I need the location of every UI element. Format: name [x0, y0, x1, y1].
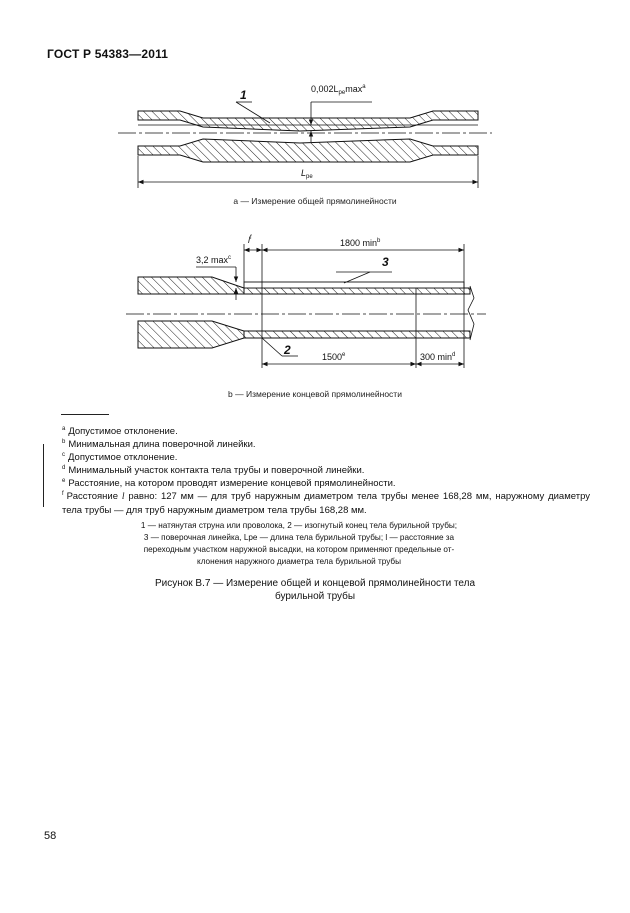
- callout-3: 3: [382, 255, 389, 269]
- footnote-a: $^a$ Допустимое отклонение.: [62, 426, 178, 437]
- footnote-f: $^f$ Расстояние l равно: 127 мм — для труб наружным диаметром тела трубы менее 168,28 мм, наружному диаметру тела трубы — для труб наружным диаметром тела трубы 168,28 мм.: [62, 491, 590, 516]
- straightedge: [244, 282, 464, 288]
- pipe-b-bottom-wall-body: [244, 331, 470, 338]
- pipe-a-top-wall: [138, 111, 478, 131]
- footnote-b: $^b$ Минимальная длина поверочной линейки.: [62, 439, 256, 450]
- callout-3-leader-diag: [344, 272, 370, 283]
- figure-title-line-2: бурильной трубы: [274, 591, 356, 602]
- dim-1800-label: 1800 $\min^b$: [340, 238, 381, 248]
- callout-2: 2: [284, 343, 291, 357]
- figure-title-line-1: Рисунок В.7 — Измерение общей и концевой прямолинейности тела: [154, 578, 476, 589]
- figure-title: [90, 577, 540, 603]
- figure-b-caption: b — Измерение концевой прямолинейности: [228, 389, 402, 399]
- pipe-b-top-wall: [138, 277, 244, 294]
- dim-l-label: $l^f$: [248, 235, 252, 245]
- figure-a-caption: a — Измерение общей прямолинейности: [233, 196, 397, 206]
- footnote-e: $^e$ Расстояние, на котором проводят измерение концевой прямолинейности.: [62, 478, 396, 489]
- figure-legend: [110, 520, 488, 568]
- figure-b-end-straightness: [0, 228, 630, 378]
- length-label: $L_{ре}$: [301, 168, 313, 180]
- callout-2-leader: [262, 338, 282, 356]
- deflection-label: $0,002L_{ре}\max^a$: [311, 84, 366, 96]
- dim-1500-label: 1500e: [322, 352, 346, 362]
- document-header: ГОСТ Р 54383—2011: [47, 47, 169, 61]
- callout-1: 1: [240, 88, 247, 102]
- footnote-c: $^c$ Допустимое отклонение.: [62, 452, 178, 463]
- legend-line-2: 3 — поверочная линейка, Lре — длина тела бурильной трубы; l — расстояние за: [143, 533, 455, 542]
- pipe-a-bottom-wall: [138, 139, 478, 162]
- page-number: 58: [44, 830, 57, 842]
- pipe-b-bottom-wall: [138, 321, 244, 348]
- legend-line-4: клонения наружного диаметра тела бурильной трубы: [197, 557, 401, 566]
- dim-300-label: 300 $\min^d$: [420, 352, 456, 362]
- footnote-rule: [61, 414, 109, 415]
- pipe-b-top-wall-body: [244, 288, 470, 294]
- footnote-d: $^d$ Минимальный участок контакта тела трубы и поверочной линейки.: [62, 465, 365, 476]
- dim-32-label: 3,2 $\max^c$: [196, 255, 232, 265]
- figure-a-overall-straightness: [0, 70, 630, 210]
- legend-line-3: переходным участком наружной высадки, на котором применяют предельные от-: [143, 545, 455, 554]
- change-bar: [43, 444, 44, 507]
- legend-line-1: 1 — натянутая струна или проволока, 2 — изогнутый конец тела бурильной трубы;: [140, 521, 458, 530]
